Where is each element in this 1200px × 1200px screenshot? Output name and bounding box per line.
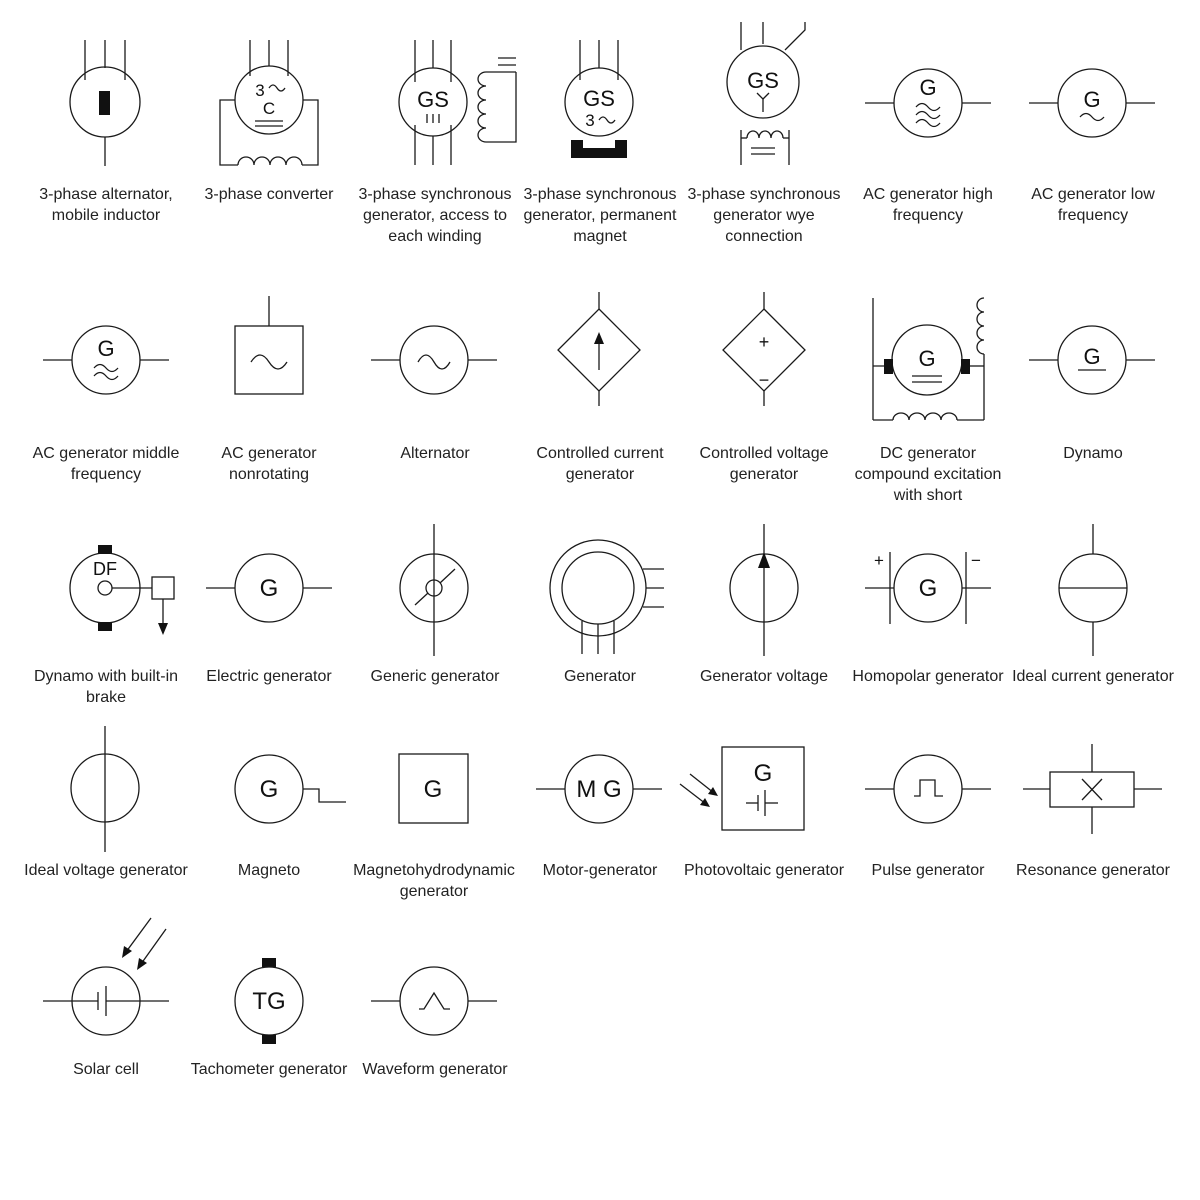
label-homopolar-generator: Homopolar generator	[852, 668, 1004, 685]
glyph-minus: −	[758, 370, 770, 390]
label-controlled-current-generator: Controlled current generator	[536, 445, 664, 483]
label-ac-generator-high-frequency: AC generator high frequency	[863, 186, 993, 224]
symbol-3-phase-converter	[210, 30, 330, 170]
label-ideal-current-generator: Ideal current generator	[1012, 668, 1174, 685]
glyph-g: G	[918, 346, 936, 371]
glyph-tg: TG	[252, 988, 286, 1015]
glyph-g: G	[259, 575, 279, 602]
label-motor-generator: Motor-generator	[542, 862, 658, 879]
symbol-dynamo-with-built-in-brake	[55, 535, 195, 645]
label-waveform-generator: Waveform generator	[362, 1061, 508, 1078]
symbol-motor-generator	[531, 740, 671, 840]
symbol-ac-generator-low-frequency	[1024, 55, 1164, 155]
label-photovoltaic-generator: Photovoltaic generator	[683, 862, 845, 879]
symbol-ideal-current-generator	[1044, 520, 1144, 660]
label-generator: Generator	[563, 668, 637, 685]
label-ac-generator-middle-frequency: AC generator middle frequency	[32, 445, 180, 483]
glyph-gs: GS	[747, 68, 779, 93]
label-3-phase-synchronous-generator-access: 3-phase synchronous generator, access to each winding	[358, 186, 512, 245]
glyph-g: G	[1083, 344, 1101, 369]
symbol-dc-generator-compound-excitation	[860, 290, 1000, 430]
label-generator-voltage: Generator voltage	[699, 668, 829, 685]
label-ac-generator-nonrotating: AC generator nonrotating	[221, 445, 317, 483]
symbol-ac-generator-middle-frequency	[38, 312, 178, 412]
label-tachometer-generator: Tachometer generator	[190, 1061, 348, 1078]
glyph-mg: M G	[576, 776, 622, 803]
label-ac-generator-low-frequency: AC generator low frequency	[1031, 186, 1155, 224]
symbol-controlled-voltage-generator	[715, 290, 815, 410]
symbol-solar-cell	[38, 912, 178, 1052]
symbol-generic-generator	[385, 520, 485, 660]
symbol-3-phase-synchronous-generator-access	[380, 30, 520, 170]
glyph-plus: +	[758, 332, 770, 352]
symbol-generator-voltage	[715, 520, 815, 660]
label-alternator: Alternator	[400, 445, 470, 462]
symbol-3-phase-synchronous-generator-permanent-magnet	[545, 30, 665, 170]
label-resonance-generator: Resonance generator	[1016, 862, 1170, 879]
symbol-alternator	[366, 312, 506, 412]
glyph-c: C	[262, 99, 276, 118]
label-3-phase-alternator-mobile-inductor: 3-phase alternator, mobile inductor	[39, 186, 173, 224]
glyph-gs: GS	[417, 87, 449, 112]
glyph-minus: −	[971, 551, 981, 570]
label-ideal-voltage-generator: Ideal voltage generator	[24, 862, 188, 879]
label-dynamo-with-built-in-brake: Dynamo with built-in brake	[33, 668, 179, 706]
label-magneto: Magneto	[237, 862, 301, 879]
glyph-g: G	[1083, 87, 1101, 112]
glyph-gs: GS	[583, 86, 615, 111]
symbol-resonance-generator	[1020, 740, 1170, 840]
glyph-3: 3	[585, 111, 595, 130]
glyph-g: G	[918, 575, 938, 602]
label-magnetohydrodynamic-generator: Magnetohydrodynamic generator	[353, 862, 515, 900]
label-3-phase-synchronous-generator-wye: 3-phase synchronous generator wye connection	[687, 186, 841, 245]
glyph-g: G	[919, 75, 937, 100]
symbol-3-phase-synchronous-generator-wye	[705, 20, 825, 170]
label-generic-generator: Generic generator	[370, 668, 500, 685]
label-dc-generator-compound-excitation: DC generator compound excitation with short	[854, 445, 1002, 504]
label-3-phase-synchronous-generator-permanent-magnet: 3-phase synchronous generator, permanent magnet	[523, 186, 677, 245]
glyph-df: DF	[93, 559, 117, 579]
symbol-pulse-generator	[860, 740, 1000, 840]
symbol-ac-generator-nonrotating	[220, 290, 320, 410]
glyph-g: G	[259, 776, 279, 803]
symbol-ac-generator-high-frequency	[860, 55, 1000, 155]
symbol-3-phase-alternator-mobile-inductor	[50, 30, 170, 170]
symbol-magnetohydrodynamic-generator	[390, 745, 480, 835]
label-solar-cell: Solar cell	[73, 1061, 139, 1078]
symbol-electric-generator	[201, 540, 341, 640]
symbol-ideal-voltage-generator	[56, 722, 156, 862]
label-electric-generator: Electric generator	[206, 668, 332, 685]
glyph-g: G	[423, 776, 443, 803]
symbol-photovoltaic-generator	[676, 740, 816, 840]
label-controlled-voltage-generator: Controlled voltage generator	[699, 445, 829, 483]
glyph-plus: +	[874, 551, 884, 570]
label-3-phase-converter: 3-phase converter	[204, 186, 334, 203]
symbol-tachometer-generator	[219, 950, 319, 1050]
symbol-waveform-generator	[366, 952, 506, 1052]
symbol-magneto	[226, 740, 356, 840]
symbol-controlled-current-generator	[550, 290, 650, 410]
glyph-3: 3	[255, 81, 265, 100]
symbol-generator	[540, 532, 670, 662]
label-pulse-generator: Pulse generator	[871, 862, 985, 879]
symbol-homopolar-generator	[860, 540, 1000, 640]
glyph-g: G	[753, 760, 773, 787]
label-dynamo: Dynamo	[1063, 445, 1123, 462]
glyph-g: G	[97, 336, 115, 361]
symbol-dynamo	[1024, 312, 1164, 412]
